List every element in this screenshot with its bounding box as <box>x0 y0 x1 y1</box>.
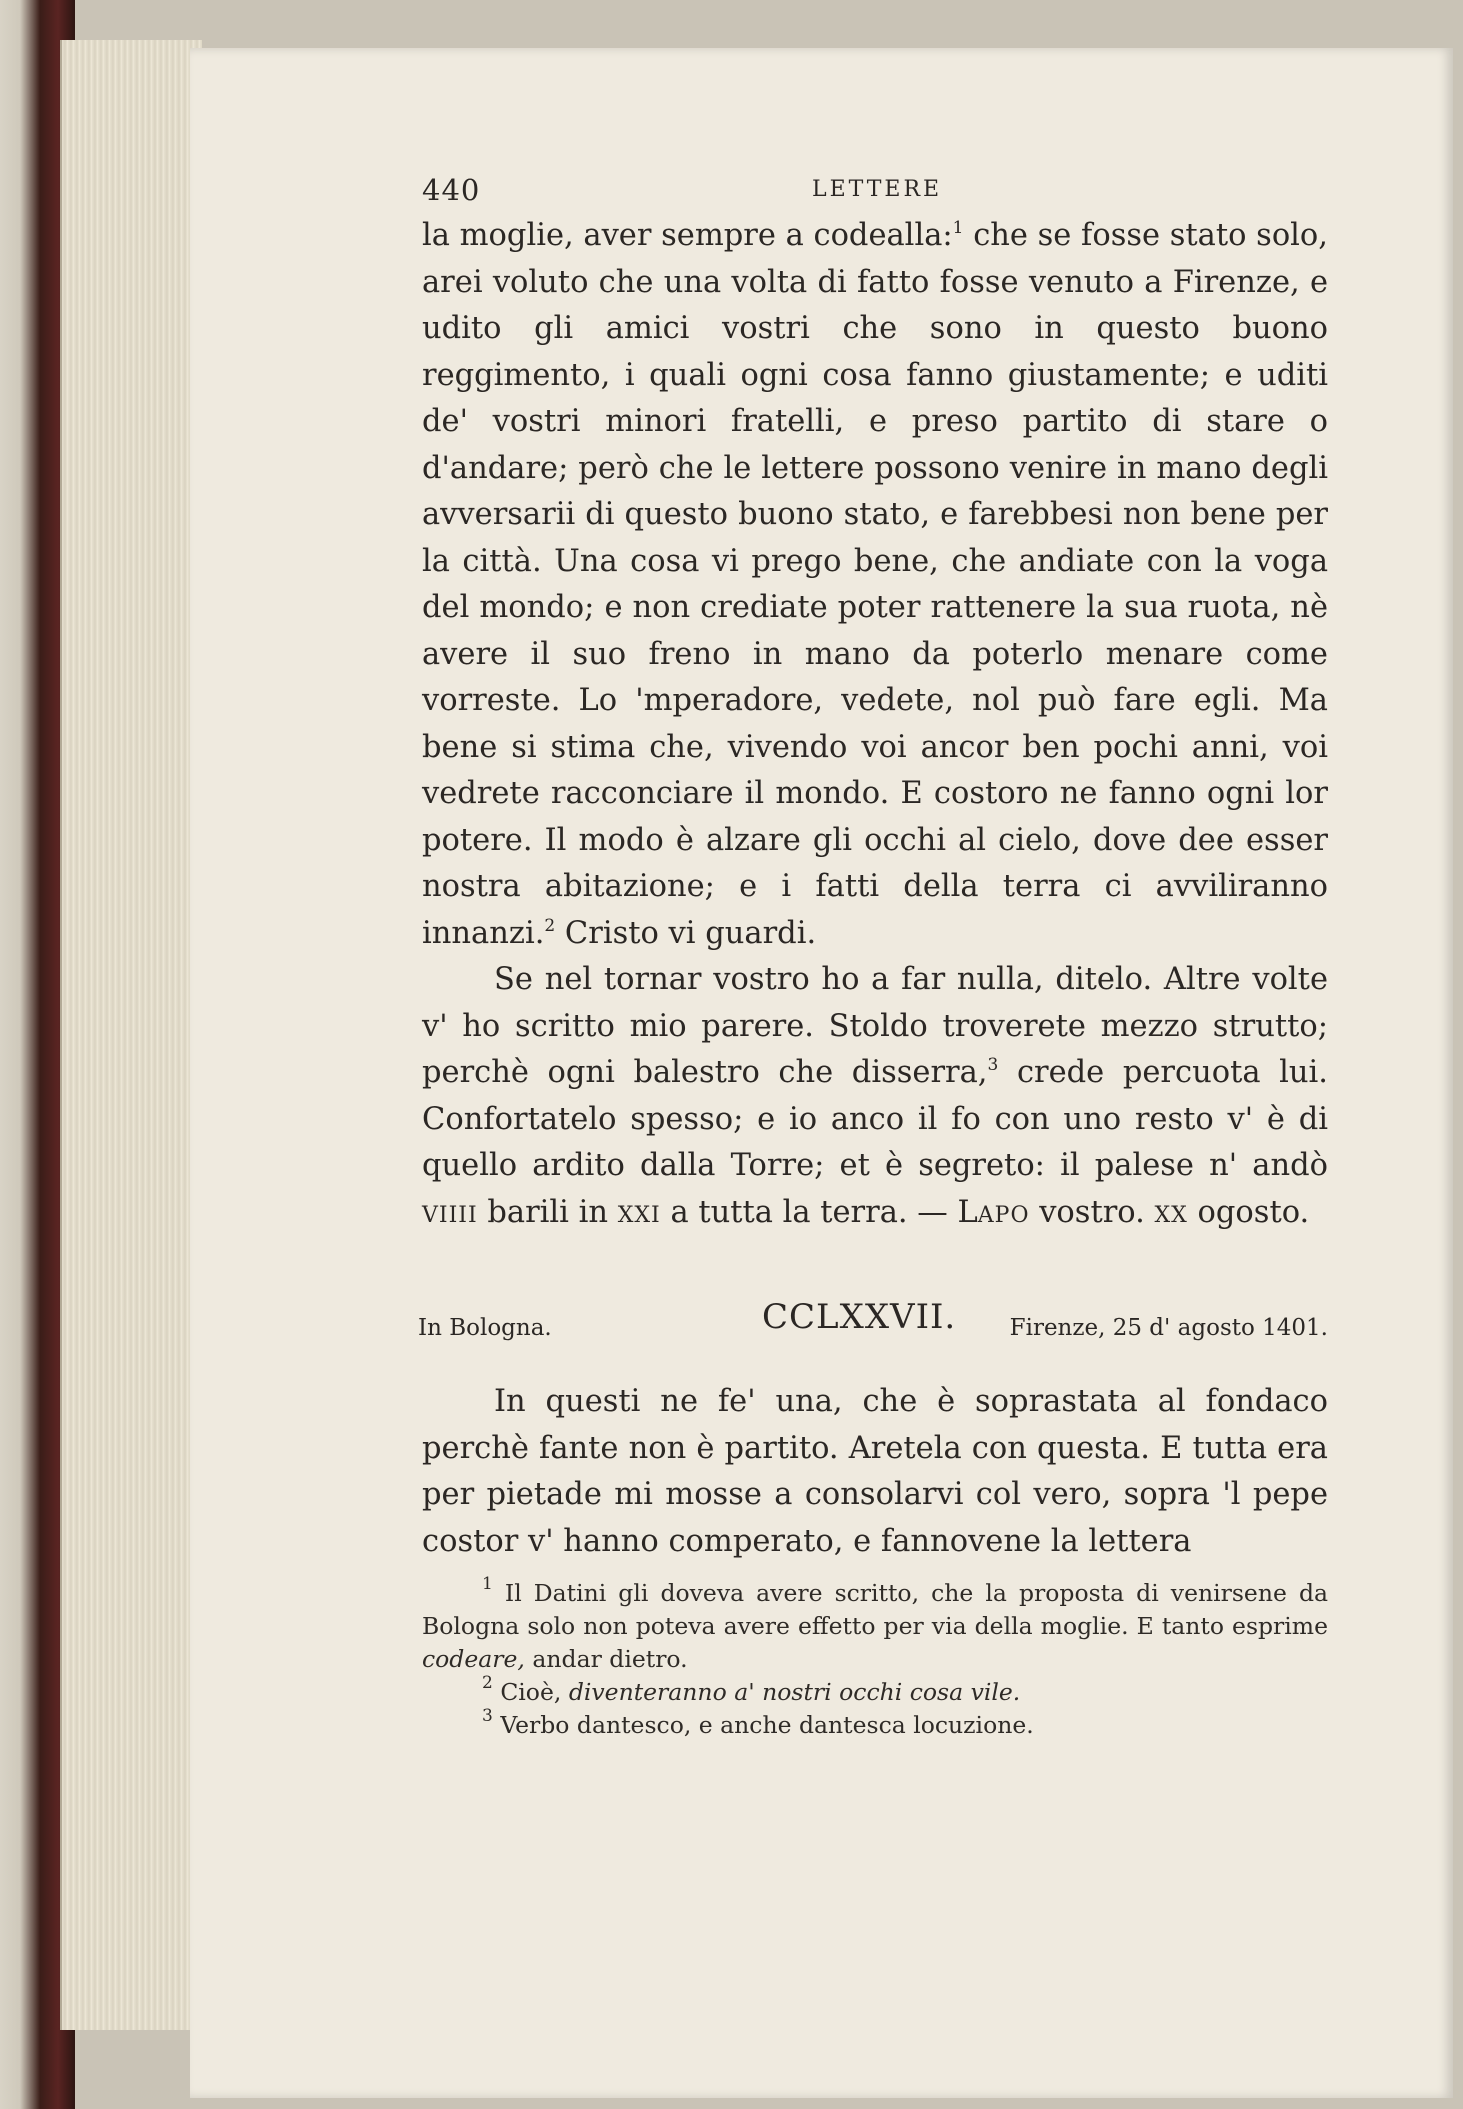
letter-place: In Bologna. <box>418 1315 552 1341</box>
letter-header <box>418 1297 1328 1357</box>
text-run: andar dietro. <box>532 1645 688 1673</box>
footnote-number: 3 <box>482 1706 493 1726</box>
paragraph <box>422 957 1328 1239</box>
letter-276-text <box>422 213 1328 1239</box>
footnotes <box>422 1574 1328 1742</box>
running-head <box>422 173 1328 213</box>
footnote-ref-2: 2 <box>544 915 556 936</box>
footnote-number: 2 <box>482 1673 493 1693</box>
text-run: barili in <box>487 1194 609 1230</box>
text-run: vostro. <box>1039 1194 1145 1230</box>
roman-numeral: VIIII <box>422 1202 478 1228</box>
letter-number: CCLXXVII. <box>762 1297 957 1337</box>
text-run: Cioè, <box>500 1678 562 1706</box>
text-run: a tutta la terra. — <box>670 1194 948 1230</box>
text-block <box>418 173 1328 1742</box>
page-edges <box>60 40 202 2030</box>
paragraph: In questi ne fe' una, che è soprastata al fondaco perchè fante non è partito. Aretela con questa. E tutta era per pietade mi mosse a consolarvi col vero, sopra 'l pepe costor v' hanno comperato, e fannovene la lettera <box>422 1384 1328 1559</box>
text-italic: diventeranno a' nostri occhi cosa vile. <box>568 1678 1021 1706</box>
paragraph <box>422 213 1328 957</box>
footnote-ref-3: 3 <box>987 1055 999 1075</box>
text-italic: codeare, <box>422 1645 525 1673</box>
text-run: ogosto. <box>1197 1194 1310 1230</box>
footnote-number: 1 <box>482 1574 493 1594</box>
letter-date: Firenze, 25 d' agosto 1401. <box>1009 1315 1328 1341</box>
text-run: Cristo vi guardi. <box>564 915 817 951</box>
book-page <box>190 48 1453 2098</box>
page-number: 440 <box>422 173 481 207</box>
signature: LAPO <box>957 1194 1030 1230</box>
footnote-3 <box>422 1706 1328 1742</box>
signature-rest: APO <box>977 1202 1030 1228</box>
text-run: crede percuota lui. Confortatelo spesso; e io anco il fo con uno resto v' è di quello ardito dalla Torre; et è segreto: il palese n' andò <box>422 1055 1328 1183</box>
section-title: LETTERE <box>812 177 943 202</box>
roman-numeral: XXI <box>617 1202 661 1228</box>
footnote-2 <box>422 1673 1328 1709</box>
footnote-1 <box>422 1574 1328 1676</box>
text-run: che se fosse stato solo, arei voluto che una volta di fatto fosse venuto a Firenze, e udito gli amici vostri che sono in questo buono reggimento, i quali ogni cosa fanno giustamente; e uditi de' vostri minori fratelli, e preso partito di stare o d'andare; però che le lettere possono venire in mano degli avversarii di questo buono stato, e farebbesi non bene per la città. Una cosa vi prego bene, che andiate con la voga del mondo; e non crediate poter rattenere la sua ruota, nè avere il suo freno in mano da poterlo menare come vorreste. Lo 'mperadore, vedete, nol può fare egli. Ma bene si stima che, vivendo voi ancor ben pochi anni, voi vedrete racconciare il mondo. E costoro ne fanno ogni lor potere. Il modo è alzare gli occhi al cielo, dove dee esser nostra abitazione; e i fatti della terra ci avviliranno innanzi. <box>422 218 1328 951</box>
letter-277-text <box>422 1379 1328 1565</box>
text-run: Verbo dantesco, e anche dantesca locuzione. <box>500 1711 1034 1739</box>
roman-numeral: XX <box>1154 1202 1188 1228</box>
text-run: la moglie, aver sempre a codealla: <box>422 218 953 253</box>
text-run: Se nel tornar vostro ho a far nulla, ditelo. Altre volte v' ho scritto mio parere. Stoldo troverete mezzo strutto; perchè ogni balestro che disserra, <box>422 962 1328 1090</box>
text-run: Il Datini gli doveva avere scritto, che la proposta di venirsene da Bologna solo non poteva avere effetto per via della moglie. E tanto esprime <box>422 1579 1328 1640</box>
footnote-ref-1: 1 <box>952 218 964 238</box>
